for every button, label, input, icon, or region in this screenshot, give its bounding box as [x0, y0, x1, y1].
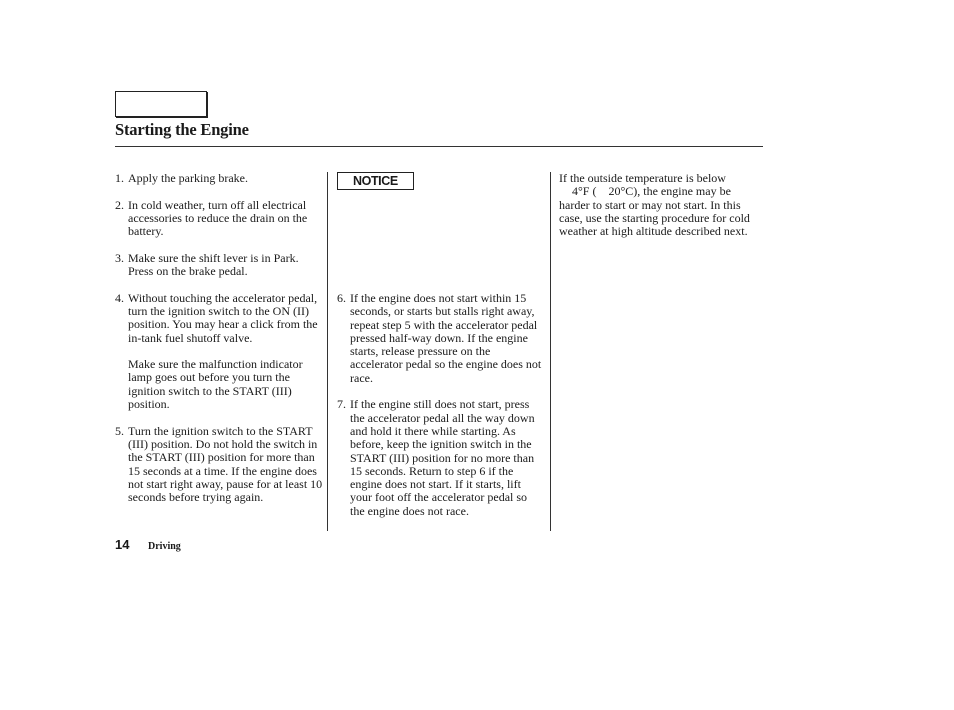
step-text: In cold weather, turn off all electrical accessories to reduce the drain on the battery. — [128, 197, 308, 239]
step-text: If the engine does not start within 15 seconds, or starts but stalls right away, repeat step 5 with the accelerator pedal pressed half-way down. If the engine starts, release pressure on the accelerator pedal so the engine does not race. — [350, 291, 542, 385]
column-2-steps — [337, 292, 543, 531]
column-2 — [337, 172, 543, 518]
step-number: 2. — [115, 197, 124, 212]
step-text: Without touching the accelerator pedal, turn the ignition switch to the ON (II) position. You may hear a click from the in-tank fuel shutoff valve. — [128, 290, 318, 345]
temperature-intro: If the outside temperature is below — [559, 171, 726, 185]
step-7 — [337, 398, 543, 518]
page-number: 14 — [115, 537, 130, 552]
step-text: If the engine still does not start, press the accelerator pedal all the way down and hold it there while starting. As before, keep the ignition switch in the START (III) position for no more than 15 seconds. Return to step 6 if the engine does not start. If it starts, lift your foot off the accelerator pedal so the engine does not race. — [350, 397, 535, 518]
section-tab-box — [115, 91, 207, 117]
section-label: Driving — [148, 541, 181, 552]
step-6 — [337, 292, 543, 385]
step-5 — [115, 425, 323, 505]
step-text: Make sure the shift lever is in Park. Press on the brake pedal. — [128, 250, 299, 279]
step-text: Apply the parking brake. — [128, 171, 248, 185]
notice-label: NOTICE — [337, 172, 414, 190]
column-divider-2 — [550, 172, 551, 531]
step-3 — [115, 252, 323, 279]
step-number: 1. — [115, 171, 124, 185]
step-number: 4. — [115, 290, 124, 305]
column-1 — [115, 172, 323, 518]
step-2 — [115, 199, 323, 239]
step-4-note: Make sure the malfunction indicator lamp goes out before you turn the ignition switch to the START (III) position. — [128, 357, 303, 412]
step-1 — [115, 172, 323, 185]
temperature-value-line: 4°F ( 20°C), the engine may be — [572, 184, 731, 199]
page-title: Starting the Engine — [115, 120, 249, 139]
step-4 — [115, 292, 323, 345]
cold-weather-text: harder to start or may not start. In this case, use the starting procedure for cold weather at high altitude described next. — [559, 197, 750, 239]
step-number: 3. — [115, 250, 124, 265]
step-number: 7. — [337, 397, 346, 412]
step-number: 6. — [337, 291, 346, 305]
step-number: 5. — [115, 423, 124, 438]
column-divider-1 — [327, 172, 328, 531]
column-3 — [559, 172, 759, 238]
step-text: Turn the ignition switch to the START (III) position. Do not hold the switch in the START (III) position for more than 15 seconds at a time. If the engine does not start right away, pause for at least 10 seconds before trying again. — [128, 423, 323, 505]
title-divider — [115, 146, 763, 147]
